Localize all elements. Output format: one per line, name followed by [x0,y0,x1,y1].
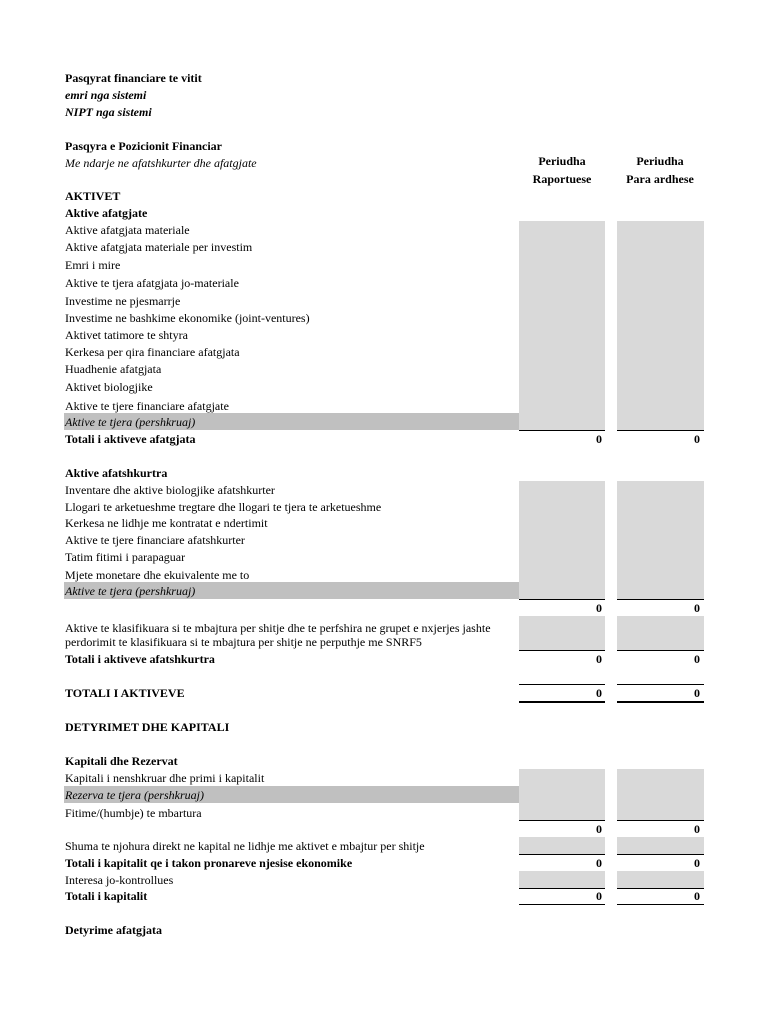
subtotal-current-assets-current: 0 [596,601,602,615]
total-equity-previous: 0 [694,889,700,903]
list-item: Kerkesa per qira financiare afatgjata [65,345,240,359]
column-current-line2: Raportuese [532,172,592,186]
list-item: Aktive te tjere financiare afatgjate [65,399,229,413]
list-item: Aktivet tatimore te shtyra [65,328,188,342]
input-cell-previous-current[interactable] [617,481,704,599]
divider [617,684,704,685]
owners-equity-total-label: Totali i kapitalit qe i takon pronareve njesise ekonomike [65,856,353,870]
column-header-previous [617,152,703,188]
list-item: Aktive afatgjata materiale per investim [65,240,253,254]
input-cell-current-nci[interactable] [519,871,605,888]
total-noncurrent-current: 0 [596,432,602,446]
divider [617,599,704,600]
input-cell-previous-direct-equity[interactable] [617,837,704,854]
section-noncurrent-assets: Aktive afatgjate [65,206,148,220]
nipt: NIPT nga sistemi [65,105,152,119]
divider [617,650,704,651]
column-previous-line2: Para ardhese [626,172,694,186]
list-item: Inventare dhe aktive biologjike afatshkurter [65,483,275,497]
divider [617,854,704,855]
section-equity: Kapitali dhe Rezervat [65,754,178,768]
total-current-assets-current: 0 [596,652,602,666]
input-cell-previous-noncurrent[interactable] [617,221,704,430]
list-item: Mjete monetare dhe ekuivalente me to [65,568,250,582]
list-item: Investime ne pjesmarrje [65,294,181,308]
total-current-assets-label: Totali i aktiveve afatshkurtra [65,652,215,666]
grand-total-assets-previous: 0 [694,686,700,700]
total-equity-current: 0 [596,889,602,903]
divider [519,904,605,905]
list-item: Aktive te tjere financiare afatshkurter [65,533,245,547]
section-assets: AKTIVET [65,189,121,203]
divider [617,904,704,905]
divider [519,430,605,431]
column-header-current [519,152,605,188]
list-item: Aktive te tjera afatgjata jo-materiale [65,276,239,290]
input-cell-current-direct-equity[interactable] [519,837,605,854]
section-liabilities-equity: DETYRIMET DHE KAPITALI [65,720,230,734]
list-item: Emri i mire [65,258,121,272]
total-noncurrent-label: Totali i aktiveve afatgjata [65,432,196,446]
held-for-sale-line2: perdorimit te klasifikuara si te mbajtura per shitje ne perputhje me SNRF5 [65,635,422,649]
input-cell-current-held-for-sale[interactable] [519,616,605,650]
list-item: Aktivet biologjike [65,380,153,394]
direct-equity-label: Shuma te njohura direkt ne kapital ne lidhje me aktivet e mbajtur per shitje [65,839,425,853]
nci-label: Interesa jo-kontrollues [65,873,174,887]
subtotal-current-assets-previous: 0 [694,601,700,615]
total-equity-label: Totali i kapitalit [65,889,148,903]
total-current-assets-previous: 0 [694,652,700,666]
input-cell-current-noncurrent[interactable] [519,221,605,430]
statement-title: Pasqyra e Pozicionit Financiar [65,139,222,153]
section-longterm-liabilities: Detyrime afatgjata [65,923,162,937]
column-previous-line1: Periudha [636,154,684,168]
list-item: Aktive afatgjata materiale [65,223,190,237]
input-cell-previous-equity[interactable] [617,769,704,820]
input-cell-previous-nci[interactable] [617,871,704,888]
entity-name: emri nga sistemi [65,88,147,102]
double-underline [617,701,704,703]
list-item: Investime ne bashkime ekonomike (joint-ventures) [65,311,310,325]
held-for-sale-line1: Aktive te klasifikuara si te mbajtura per shitje dhe te perfshira ne grupet e nxjerjes jashte [65,621,491,635]
grand-total-assets-label: TOTALI I AKTIVEVE [65,686,185,700]
subtotal-equity-current: 0 [596,822,602,836]
section-current-assets: Aktive afatshkurtra [65,466,168,480]
owners-equity-total-previous: 0 [694,856,700,870]
report-title: Pasqyrat financiare te vitit [65,71,202,85]
statement-subtitle: Me ndarje ne afatshkurter dhe afatgjate [65,156,257,170]
list-item: Kapitali i nenshkruar dhe primi i kapitalit [65,771,265,785]
other-item: Aktive te tjera (pershkruaj) [65,584,196,598]
divider [519,599,605,600]
list-item: Kerkesa ne lidhje me kontratat e ndertimit [65,516,268,530]
column-current-line1: Periudha [538,154,586,168]
subtotal-equity-previous: 0 [694,822,700,836]
input-cell-current-equity[interactable] [519,769,605,820]
divider [519,650,605,651]
list-item: Llogari te arketueshme tregtare dhe llogari te tjera te arketueshme [65,500,382,514]
divider [617,430,704,431]
divider [617,820,704,821]
list-item: Tatim fitimi i parapaguar [65,550,186,564]
grand-total-assets-current: 0 [596,686,602,700]
list-item: Huadhenie afatgjata [65,362,162,376]
other-item: Rezerva te tjera (pershkruaj) [65,788,204,802]
double-underline [519,701,605,703]
owners-equity-total-current: 0 [596,856,602,870]
input-cell-previous-held-for-sale[interactable] [617,616,704,650]
other-item: Aktive te tjera (pershkruaj) [65,415,196,429]
divider [519,820,605,821]
list-item: Fitime/(humbje) te mbartura [65,806,202,820]
divider [519,854,605,855]
total-noncurrent-previous: 0 [694,432,700,446]
input-cell-current-current[interactable] [519,481,605,599]
divider [519,684,605,685]
